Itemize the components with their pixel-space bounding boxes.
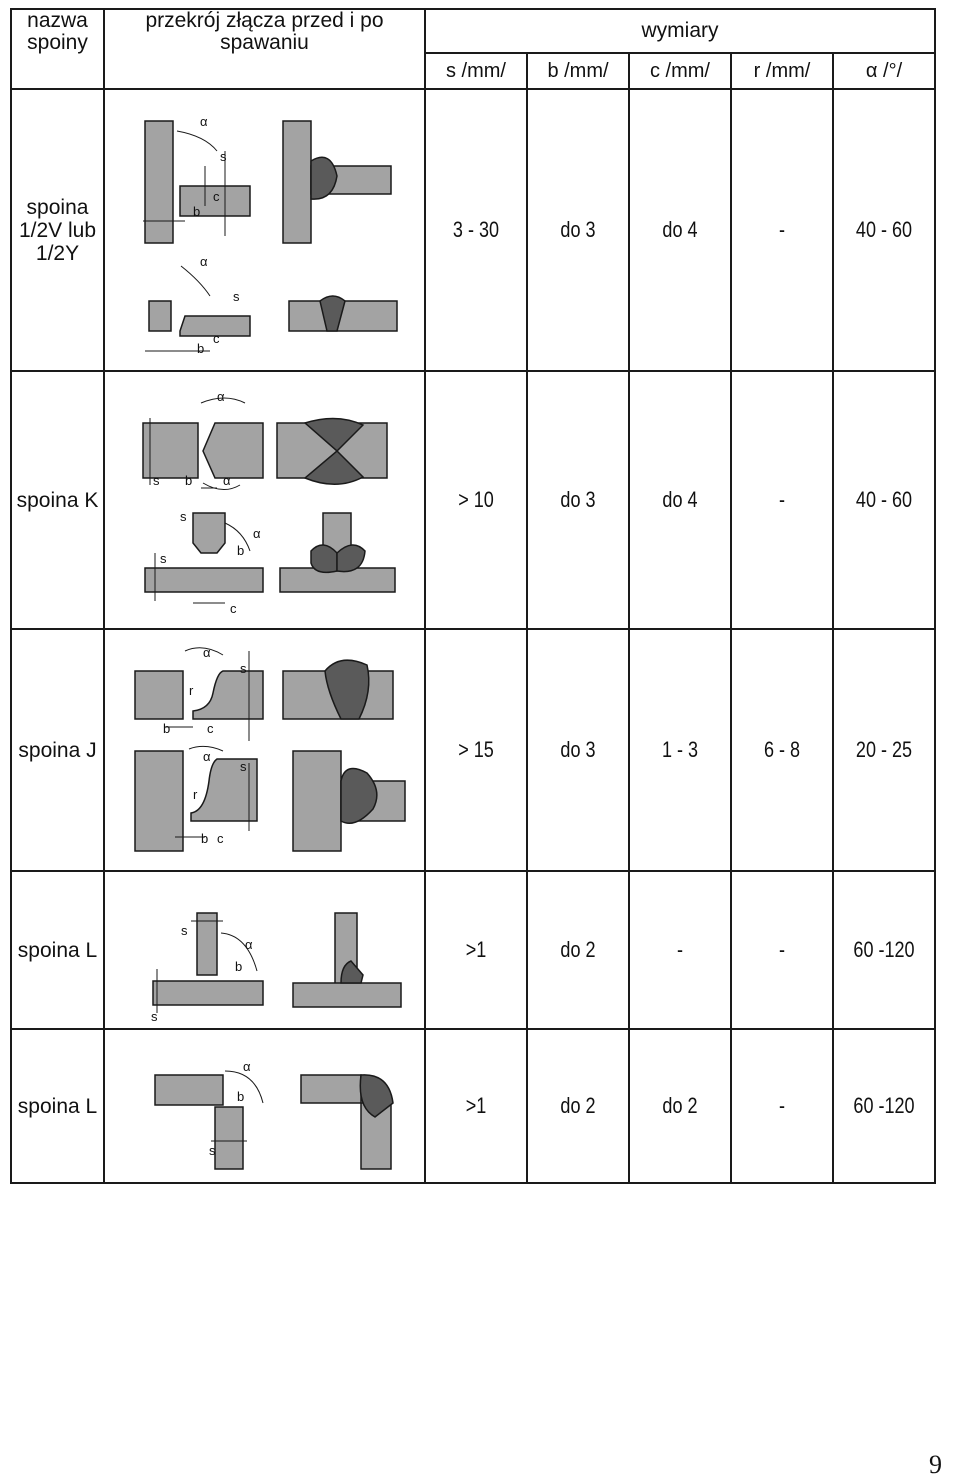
value-r: -	[740, 371, 824, 629]
value-r: -	[740, 871, 824, 1029]
b-label: b	[237, 1089, 245, 1104]
l-corner-joint-diagram	[105, 1031, 426, 1181]
alpha-label: α	[203, 749, 211, 764]
value-s: > 15	[434, 629, 518, 871]
page-number: 9	[929, 1450, 942, 1479]
b-label: b	[201, 831, 209, 846]
b-label: b	[237, 543, 245, 558]
alpha-label: α	[245, 937, 253, 952]
figure-k	[104, 371, 425, 629]
c-label: c	[217, 831, 224, 846]
alpha-label: α	[203, 645, 211, 660]
header-col-r: r /mm/	[731, 53, 833, 89]
alpha-label: α	[200, 114, 208, 129]
table-row	[11, 1029, 935, 1183]
b-label: b	[193, 204, 201, 219]
value-s: > 10	[434, 371, 518, 629]
half-v-joint-diagram	[105, 91, 426, 369]
value-alpha: 40 - 60	[842, 89, 926, 371]
weld-name: spoina K	[11, 371, 104, 629]
value-r: -	[740, 89, 824, 371]
value-b: do 3	[536, 371, 620, 629]
c-label: c	[213, 331, 220, 346]
header-col-b: b /mm/	[527, 53, 629, 89]
s-label: s	[180, 509, 187, 524]
c-label: c	[213, 189, 220, 204]
c-label: c	[207, 721, 214, 736]
value-alpha: 20 - 25	[842, 629, 926, 871]
value-alpha: 60 -120	[842, 1029, 926, 1183]
weld-table	[10, 8, 936, 1184]
s-label: s	[209, 1143, 216, 1158]
alpha-label: α	[243, 1059, 251, 1074]
s-label: s	[220, 149, 227, 164]
r-label: r	[189, 683, 194, 698]
table-row	[11, 89, 935, 371]
b-label: b	[235, 959, 243, 974]
s-label: s	[233, 289, 240, 304]
figure-j	[104, 629, 425, 871]
value-s: >1	[434, 871, 518, 1029]
c-label: c	[230, 601, 237, 616]
s-label: s	[240, 661, 247, 676]
value-c: -	[638, 871, 722, 1029]
value-s: 3 - 30	[434, 89, 518, 371]
s-label: s	[160, 551, 167, 566]
k-joint-diagram	[105, 373, 426, 627]
header-col-alpha: α /°/	[833, 53, 935, 89]
b-label: b	[185, 473, 193, 488]
header-weld-name: nazwa spoiny	[11, 9, 104, 89]
weld-name: spoina 1/2V lub 1/2Y	[11, 89, 104, 371]
value-b: do 3	[536, 629, 620, 871]
value-b: do 3	[536, 89, 620, 371]
b-label: b	[197, 341, 205, 356]
value-b: do 2	[536, 871, 620, 1029]
s-label: s	[151, 1009, 158, 1024]
s-label: s	[181, 923, 188, 938]
figure-l-corner	[104, 1029, 425, 1183]
value-c: 1 - 3	[638, 629, 722, 871]
l-tee-joint-diagram	[105, 873, 426, 1027]
value-alpha: 60 -120	[842, 871, 926, 1029]
value-c: do 4	[638, 371, 722, 629]
header-col-s: s /mm/	[425, 53, 527, 89]
value-s: >1	[434, 1029, 518, 1183]
figure-half-v	[104, 89, 425, 371]
s-label: s	[240, 759, 247, 774]
value-r: -	[740, 1029, 824, 1183]
j-joint-diagram	[105, 631, 426, 869]
header-col-c: c /mm/	[629, 53, 731, 89]
alpha-label: α	[253, 526, 261, 541]
weld-name: spoina L	[11, 1029, 104, 1183]
s-label: s	[153, 473, 160, 488]
header-cross-section: przekrój złącza przed i po spawaniu	[104, 9, 425, 89]
weld-name: spoina J	[11, 629, 104, 871]
alpha-label: α	[200, 254, 208, 269]
table-row	[11, 871, 935, 1029]
value-c: do 4	[638, 89, 722, 371]
value-c: do 2	[638, 1029, 722, 1183]
table-row	[11, 371, 935, 629]
b-label: b	[163, 721, 171, 736]
r-label: r	[193, 787, 198, 802]
alpha-label: α	[217, 389, 225, 404]
figure-l-tee	[104, 871, 425, 1029]
value-alpha: 40 - 60	[842, 371, 926, 629]
value-b: do 2	[536, 1029, 620, 1183]
table-row	[11, 629, 935, 871]
value-r: 6 - 8	[740, 629, 824, 871]
header-dimensions: wymiary	[425, 9, 935, 53]
weld-name: spoina L	[11, 871, 104, 1029]
alpha-label: α	[223, 473, 231, 488]
